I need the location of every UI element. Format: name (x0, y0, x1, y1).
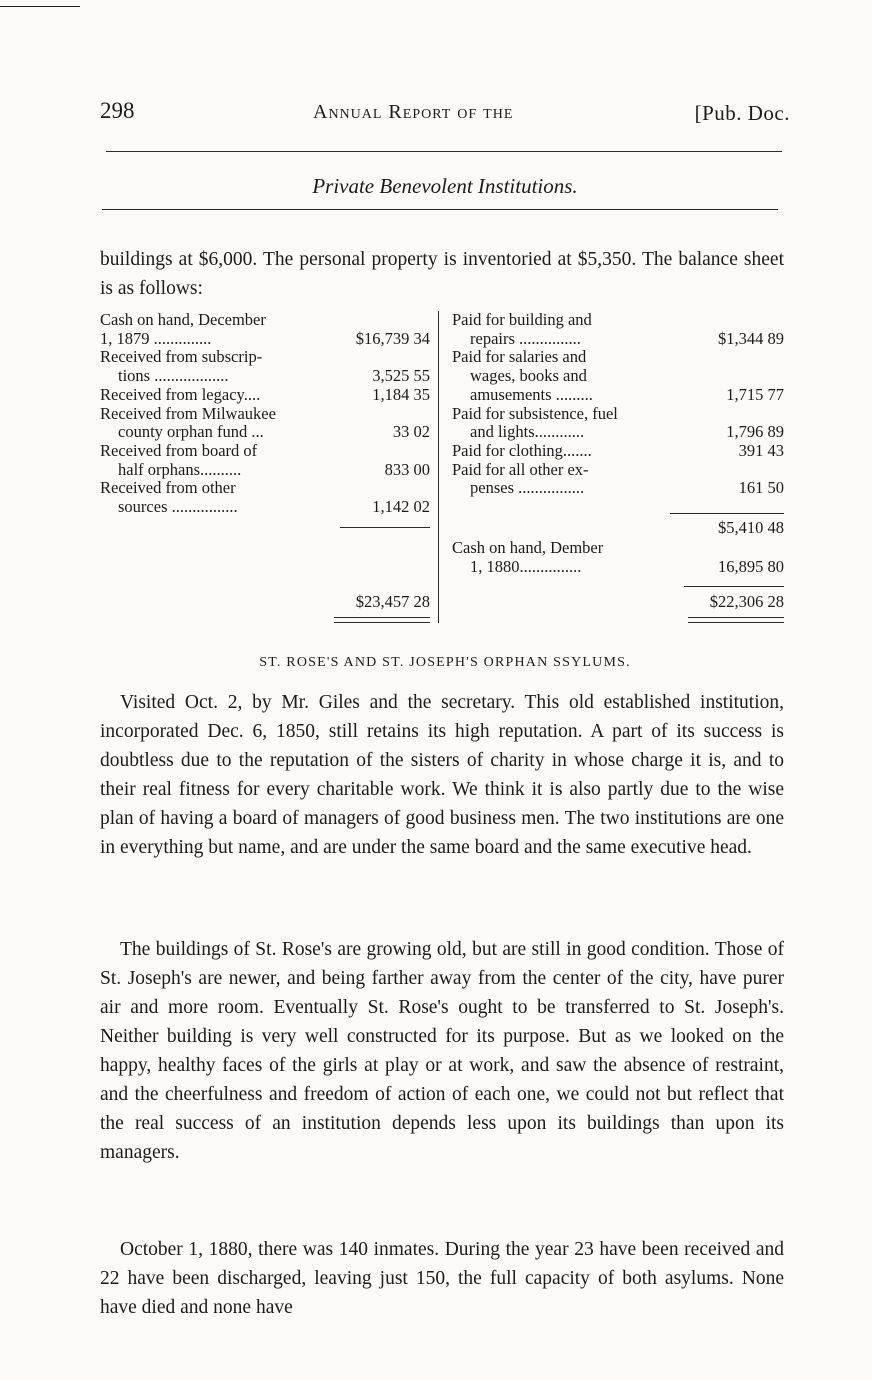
payments-total-double-rule (688, 617, 784, 623)
payments-subtotal: $5,410 48 (718, 518, 784, 537)
receipt-row (100, 348, 430, 385)
receipt-label: Received from Milwaukee (100, 403, 276, 423)
receipt-label: 1, 1879 .............. (100, 328, 212, 348)
payment-amount: 161 50 (738, 478, 784, 498)
payment-amount: 1,796 89 (726, 422, 784, 442)
receipt-row (100, 386, 430, 405)
receipts-total: $23,457 28 (355, 592, 430, 611)
receipt-label: Received from legacy.... (100, 384, 261, 404)
payment-label: Paid for all other ex- (452, 459, 589, 479)
payment-label: penses ................ (470, 478, 585, 498)
payments-total: $22,306 28 (709, 592, 784, 611)
cash-on-hand-label: Cash on hand, Dember (452, 538, 604, 557)
cash-on-hand-row (452, 539, 784, 576)
body-paragraph: The buildings of St. Rose's are growing old, but are still in good condition. Those of St. Joseph's are newer, and being farther away from the center of the city, have purer air and more room. Eventually St. Rose's ought to be transferred to St. Joseph's. Neither building is very well constructed for its purpose. But as we looked on the happy, healthy faces of the girls at play or at work, and saw the absence of restraint, and the cheerfulness and freedom of action of each one, we could not but reflect that the real success of an institution depends less upon its buildings than upon its managers. (100, 939, 784, 1163)
payment-row (452, 405, 784, 442)
payment-label: amusements ......... (470, 384, 593, 404)
receipts-total-double-rule (334, 617, 430, 623)
receipts-sum-rule (340, 527, 430, 528)
receipt-label: Received from other (100, 478, 236, 498)
payment-amount: 391 43 (738, 440, 784, 460)
receipt-amount: 33 02 (392, 422, 430, 442)
page-header (100, 98, 790, 132)
header-rule (106, 151, 782, 152)
page-top-rule (0, 6, 80, 7)
payment-row (452, 311, 784, 348)
receipt-label: Received from subscrip- (100, 347, 263, 367)
receipt-label: tions .................. (118, 366, 229, 386)
intro-paragraph: buildings at $6,000. The personal property is inventoried at $5,350. The balance sheet is as follows: (100, 249, 784, 299)
receipt-label: Cash on hand, December (100, 310, 266, 329)
payment-label: repairs ............... (470, 328, 581, 348)
cash-on-hand-label: 1, 1880............... (470, 556, 582, 576)
column-divider (438, 311, 439, 623)
receipt-row (100, 405, 430, 442)
page-number: 298 (100, 98, 135, 123)
receipt-amount: 1,142 02 (372, 497, 430, 517)
payment-label: wages, books and (470, 366, 587, 386)
section-rule (102, 209, 778, 210)
payment-row (452, 348, 784, 404)
receipts-column (100, 311, 430, 517)
payments-sum-rule (670, 513, 784, 514)
body-paragraph: Visited Oct. 2, by Mr. Giles and the secretary. This old established institution, incorporated Dec. 6, 1850, still retains its high reputation. A part of its success is doubtless due to the reputation of the sisters of charity in whose charge it is, and to their real fitness for every charitable work. We think it is also partly due to the wise plan of having a board of managers of good business men. The two institutions are one in everything but name, and are under the same board and the same executive head. (100, 692, 784, 858)
payment-label: and lights............ (470, 422, 585, 442)
receipt-amount: $16,739 34 (355, 328, 430, 348)
payment-label: Paid for subsistence, fuel (452, 403, 618, 423)
payments-total-rule (684, 586, 784, 587)
receipt-amount: 1,184 35 (372, 384, 430, 404)
payment-row (452, 442, 784, 461)
section-heading: Private Benevolent Institutions. (312, 174, 578, 198)
receipt-amount: 3,525 55 (372, 366, 430, 386)
payment-row (452, 461, 784, 498)
receipt-row (100, 479, 430, 516)
document-mark: [Pub. Doc. (694, 101, 790, 125)
cash-on-hand-entry (452, 539, 784, 576)
receipt-label: county orphan fund ... (118, 422, 264, 442)
receipt-row (100, 442, 430, 479)
running-title: Annual Report of the (313, 101, 514, 123)
receipt-label: half orphans.......... (118, 459, 242, 479)
receipt-label: Received from board of (100, 440, 258, 460)
receipt-row (100, 311, 430, 348)
balance-sheet (100, 311, 784, 629)
receipt-amount: 833 00 (384, 459, 430, 479)
payment-label: Paid for building and (452, 310, 592, 329)
receipt-label: sources ................ (118, 497, 238, 517)
payments-column (452, 311, 784, 498)
payment-label: Paid for salaries and (452, 347, 587, 367)
payment-amount: 1,715 77 (726, 384, 784, 404)
cash-on-hand-amount: 16,895 80 (718, 556, 784, 576)
payment-label: Paid for clothing....... (452, 440, 592, 460)
body-paragraph: October 1, 1880, there was 140 inmates. During the year 23 have been received and 22 have been discharged, leaving just 150, the full capacity of both asylums. None have died and none have (100, 1239, 784, 1318)
institution-heading: ST. ROSE'S AND ST. JOSEPH'S ORPHAN SSYLUMS. (259, 655, 631, 670)
payment-amount: $1,344 89 (718, 328, 784, 348)
